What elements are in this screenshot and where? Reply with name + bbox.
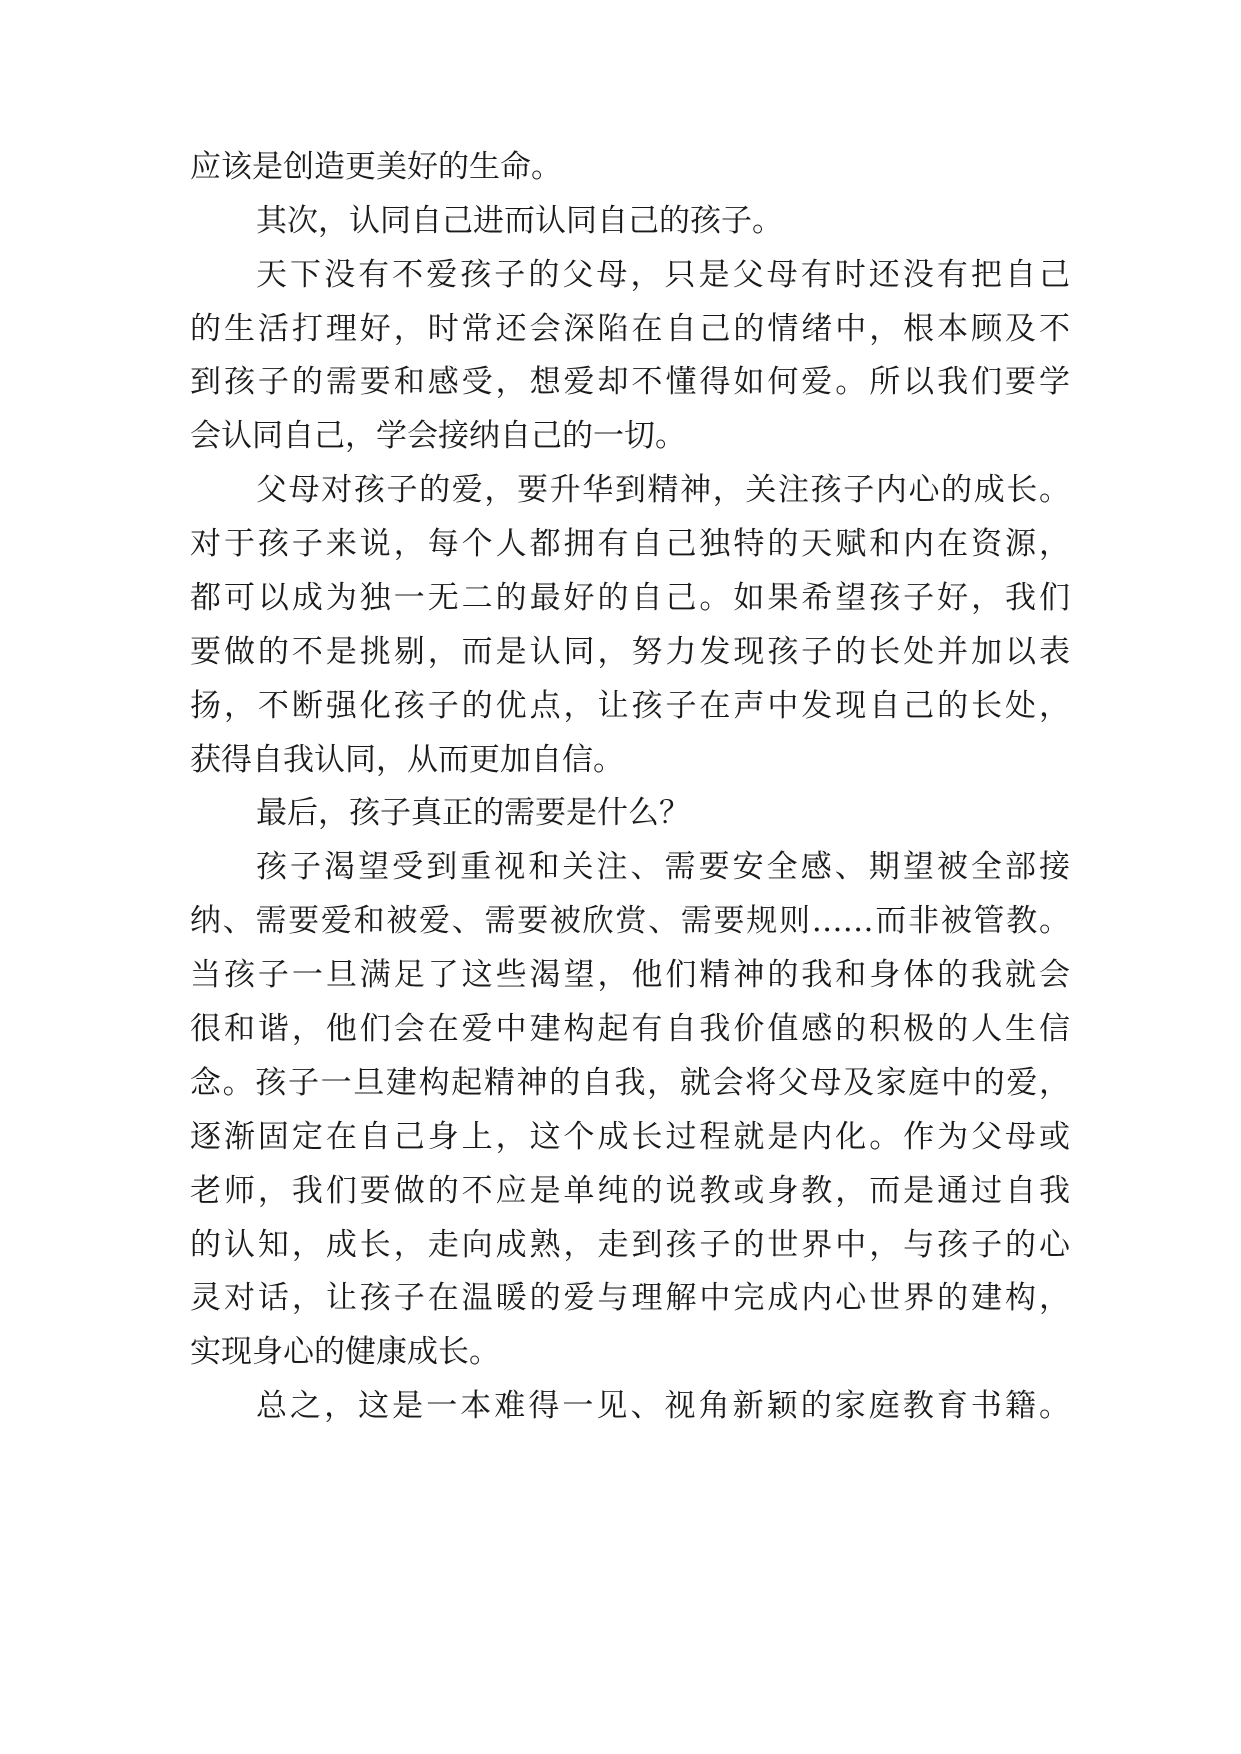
text-line: 最后，孩子真正的需要是什么？	[256, 795, 690, 831]
text-line: 对于孩子来说，每个人都拥有自己独特的天赋和内在资源，	[190, 526, 1070, 562]
text-line: 到孩子的需要和感受，想爱却不懂得如何爱。所以我们要学	[190, 364, 1070, 400]
text-line: 天下没有不爱孩子的父母，只是父母有时还没有把自己	[256, 257, 1070, 293]
text-line: 都可以成为独一无二的最好的自己。如果希望孩子好，我们	[190, 580, 1070, 616]
text-line: 念。孩子一旦建构起精神的自我，就会将父母及家庭中的爱，	[190, 1065, 1070, 1101]
text-line: 总之，这是一本难得一见、视角新颖的家庭教育书籍。	[256, 1388, 1070, 1424]
text-line: 逐渐固定在自己身上，这个成长过程就是内化。作为父母或	[190, 1119, 1070, 1155]
text-line: 应该是创造更美好的生命。	[190, 149, 562, 185]
text-line: 要做的不是挑剔，而是认同，努力发现孩子的长处并加以表	[190, 634, 1070, 670]
text-line: 会认同自己，学会接纳自己的一切。	[190, 418, 686, 454]
text-line: 获得自我认同，从而更加自信。	[190, 742, 624, 778]
text-line: 扬，不断强化孩子的优点，让孩子在声中发现自己的长处，	[190, 688, 1070, 724]
text-line: 老师，我们要做的不应是单纯的说教或身教，而是通过自我	[190, 1173, 1070, 1209]
text-line: 灵对话，让孩子在温暖的爱与理解中完成内心世界的建构，	[190, 1280, 1070, 1316]
text-line: 孩子渴望受到重视和关注、需要安全感、期望被全部接	[256, 849, 1070, 885]
text-line: 实现身心的健康成长。	[190, 1334, 500, 1370]
text-line: 父母对孩子的爱，要升华到精神，关注孩子内心的成长。	[256, 472, 1070, 508]
text-line: 的生活打理好，时常还会深陷在自己的情绪中，根本顾及不	[190, 311, 1070, 347]
text-line: 当孩子一旦满足了这些渴望，他们精神的我和身体的我就会	[190, 957, 1070, 993]
text-line: 纳、需要爱和被爱、需要被欣赏、需要规则……而非被管教。	[190, 903, 1070, 939]
text-line: 的认知，成长，走向成熟，走到孩子的世界中，与孩子的心	[190, 1227, 1070, 1263]
text-line: 其次，认同自己进而认同自己的孩子。	[256, 203, 783, 239]
text-line: 很和谐，他们会在爱中建构起有自我价值感的积极的人生信	[190, 1011, 1070, 1047]
